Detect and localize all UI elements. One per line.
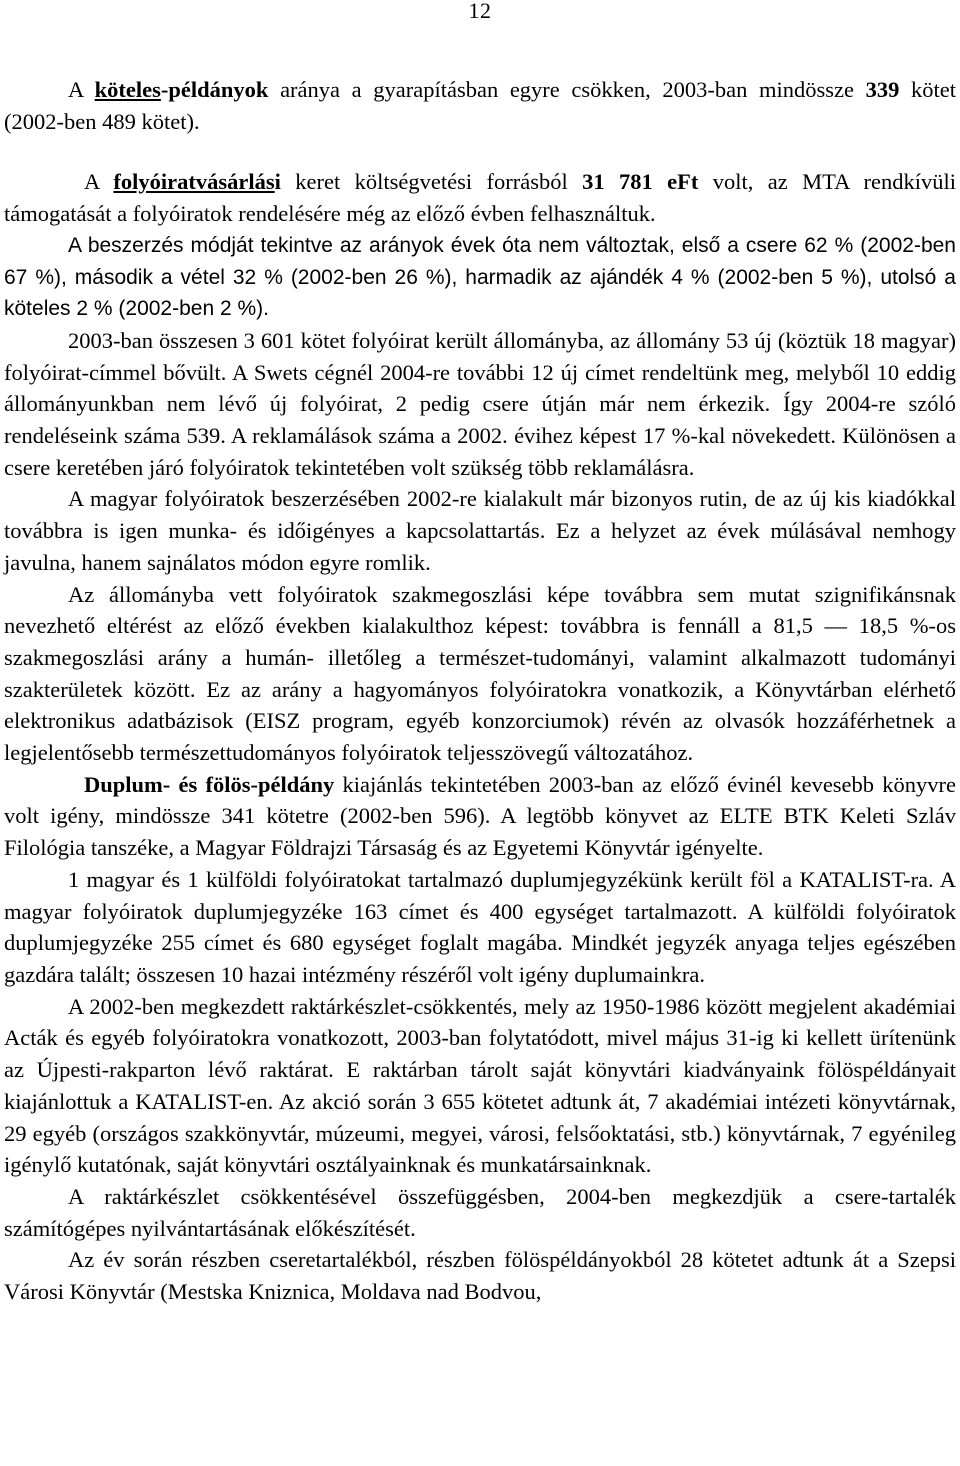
document-body bbox=[4, 74, 956, 1308]
paragraph-hungarian-periodicals: A magyar folyóiratok beszerzésében 2002-re kialakult már bizonyos rutin, de az új kis kiadókkal továbbra is igen munka- és időigényes a kapcsolattartás. Ez a helyzet az évek múlásával nemhogy javulna, hanem sajnálatos módon egyre romlik. bbox=[4, 486, 956, 575]
paragraph-subject-distribution: Az állományba vett folyóiratok szakmegoszlási képe továbbra sem mutat szignifikánsnak nevezhető eltérést az előző években kialakulthoz képest: továbbra is fennáll a 81,5 — 18,5 %-os szakmegoszlási arány a humán- illetőleg a természet-tudományi, valamint alkalmazott tudományi szakterületek között. Ez az arány a hagyományos folyóiratokra vonatkozik, a Könyvtárban elérhető elektronikus adatbázisok (EISZ program, egyéb konzorciumok) révén az olvasók hozzáférhetnek a legjelentősebb természettudományos folyóiratok teljesszövegű változatához. bbox=[4, 581, 956, 766]
keyword-duplum: Duplum- és fölös-példány bbox=[84, 771, 335, 797]
paragraph-periodicals-2003: 2003-ban összesen 3 601 kötet folyóirat került állományba, az állomány 53 új (köztük 18 magyar) folyóirat-címmel bővült. A Swets cégnél 2004-re további 12 új címet rendeltünk meg, melyből 10 eddig állományunkban nem lévő új folyóirat, 2 pedig csere útján már nem érkezik. Így 2004-re szóló rendeléseink száma 539. A reklamálások száma a 2002. évihez képest 17 %-kal növekedett. Különösen a csere keretében járó folyóiratok tekintetében volt szükség több reklamálásra. bbox=[4, 327, 956, 480]
paragraph-periodical-purchase bbox=[4, 166, 956, 229]
keyword-suffix: i bbox=[274, 169, 281, 195]
paragraph-duplicate-list: 1 magyar és 1 külföldi folyóiratokat tartalmazó duplumjegyzékünk került föl a KATALIST-ra. A magyar folyóiratok duplumjegyzéke 163 címet és 400 egységet tartalmazott. A külföldi folyóiratok duplumjegyzéke 255 címet és 680 egységet foglalt magába. Mindkét jegyzék anyaga teljes egészében gazdára talált; összesen 10 hazai intézmény részéről volt igény duplumainkra. bbox=[4, 866, 956, 987]
bold-number: 339 bbox=[865, 77, 900, 102]
paragraph-acquisition-ratio: A beszerzés módját tekintve az arányok évek óta nem változtak, első a csere 62 % (2002-ben 67 %), második a vétel 32 % (2002-ben 26 %), harmadik az ajándék 4 % (2002-ben 5 %), utolsó a köteles 2 % (2002-ben 2 %). bbox=[4, 233, 956, 321]
bold-amount: 31 781 eFt bbox=[582, 169, 699, 195]
keyword-folyoiratvasarlas: folyóiratvásárlás bbox=[113, 169, 275, 195]
keyword-koteles: köteles bbox=[94, 77, 161, 102]
page-number: 12 bbox=[468, 0, 492, 23]
paragraph-exchange-reserve: A raktárkészlet csökkentésével összefüggésben, 2004-ben megkezdjük a csere-tartalék számítógépes nyilvántartásának előkészítését. bbox=[4, 1183, 956, 1241]
paragraph-stock-reduction: A 2002-ben megkezdett raktárkészlet-csökkentés, mely az 1950-1986 között megjelent akadémiai Acták és egyéb folyóiratokra vonatkozott, 2003-ban folytatódott, mivel május 31-ig ki kellett ürítenünk az Újpesti-rakparton lévő raktárat. E raktárban tárolt saját könyvtári kiadványaink fölöspéldányait kiajánlottuk a KATALIST-en. Az akció során 3 655 kötetet adtunk át, 7 akadémiai intézeti könyvtárnak, 29 egyéb (országos szakkönyvtár, múzeumi, megyei, városi, felsőoktatási, stb.) könyvtárnak, 7 egyénileg igénylő kutatónak, saját könyvtári osztályainknak és munkatársainknak. bbox=[4, 993, 956, 1178]
paragraph-duplicates bbox=[4, 769, 956, 864]
text-run: kötet (2002-ben 489 kötet). bbox=[4, 77, 956, 134]
text-run: aránya a gyarapításban egyre csökken, 2003-ban mindössze bbox=[268, 77, 866, 102]
keyword-peldanyok: -példányok bbox=[160, 77, 269, 102]
text-run: A bbox=[68, 77, 95, 102]
text-run: kiajánlás tekintetében 2003-ban az előző évinél kevesebb könyvre volt igény, mindössze 341 kötetre (2002-ben 596). A legtöbb könyvet az ELTE BTK Keleti Szláv Filológia tanszéke, a Magyar Földrajzi Társaság és az Egyetemi Könyvtár igényelte. bbox=[4, 771, 956, 861]
text-run: keret költségvetési forrásból bbox=[280, 169, 583, 195]
text-run: volt, az MTA rendkívüli támogatását a folyóiratok rendelésére még az előző évben felhasználtuk. bbox=[4, 169, 957, 227]
text-run: A bbox=[84, 169, 114, 195]
paragraph-mandatory-copies bbox=[4, 74, 956, 137]
paragraph-transfer: Az év során részben cseretartalékból, részben fölöspéldányokból 28 kötetet adtunk át a Szepsi Városi Könyvtár (Mestska Kniznica, Moldava nad Bodvou, bbox=[4, 1247, 956, 1305]
